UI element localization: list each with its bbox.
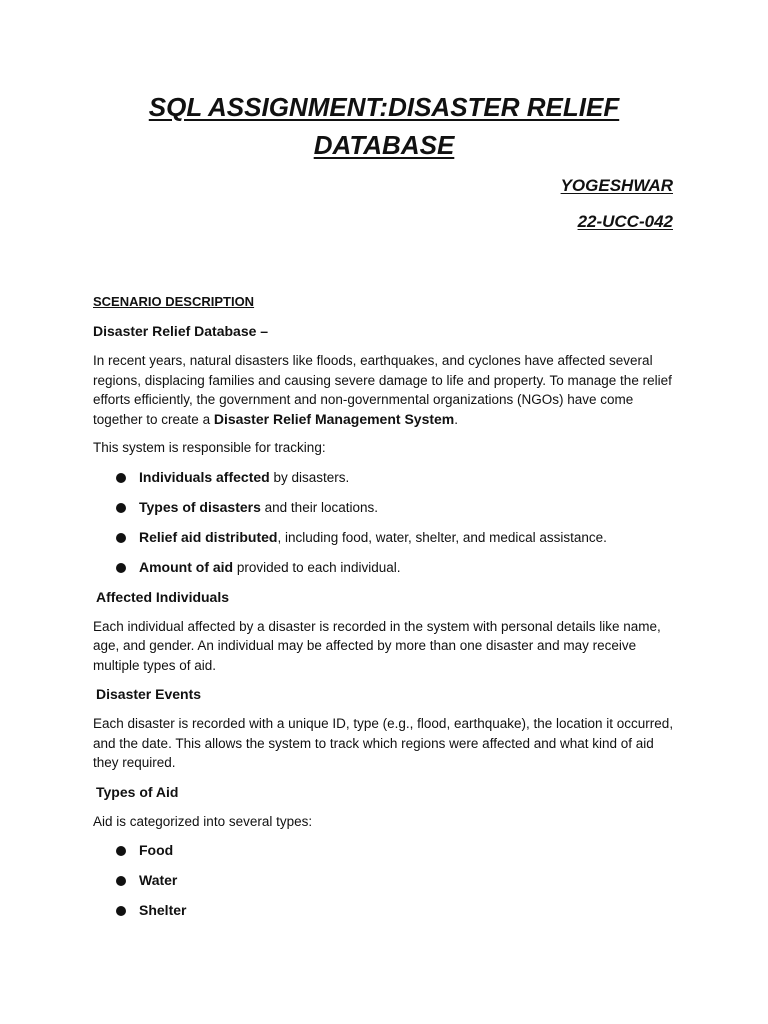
bullet-icon bbox=[116, 473, 126, 483]
list-item bbox=[93, 527, 678, 548]
list-item-text: provided to each individual. bbox=[233, 559, 401, 575]
aid-types-list bbox=[93, 840, 678, 921]
list-item bbox=[93, 557, 678, 578]
list-item-bold: Types of disasters bbox=[139, 498, 261, 515]
list-item bbox=[93, 467, 678, 488]
document-body bbox=[93, 293, 678, 930]
scenario-section-label: SCENARIO DESCRIPTION bbox=[93, 294, 255, 309]
bullet-icon bbox=[116, 906, 126, 916]
list-item bbox=[93, 900, 678, 921]
scenario-intro-paragraph bbox=[93, 351, 678, 429]
affected-individuals-heading: Affected Individuals bbox=[96, 588, 230, 605]
list-item-text: , including food, water, shelter, and medical assistance. bbox=[277, 529, 607, 545]
author-name: YOGESHWAR bbox=[560, 176, 673, 195]
aid-type-label: Shelter bbox=[139, 902, 187, 918]
list-item-text: by disasters. bbox=[269, 469, 350, 485]
types-of-aid-intro: Aid is categorized into several types: bbox=[93, 813, 313, 829]
aid-type-label: Water bbox=[139, 872, 178, 888]
list-item-bold: Amount of aid bbox=[139, 558, 234, 575]
bullet-icon bbox=[116, 876, 126, 886]
scenario-heading: Disaster Relief Database – bbox=[93, 323, 269, 339]
list-item bbox=[93, 497, 678, 518]
aid-type-label: Food bbox=[139, 842, 174, 858]
list-item-bold: Individuals affected bbox=[139, 468, 270, 485]
bullet-icon bbox=[116, 563, 126, 573]
scenario-intro-end: . bbox=[454, 411, 459, 427]
list-item bbox=[93, 840, 678, 861]
author-roll-number: 22-UCC-042 bbox=[577, 212, 673, 231]
bullet-icon bbox=[116, 533, 126, 543]
list-item bbox=[93, 870, 678, 891]
document-title: SQL ASSIGNMENT:DISASTER RELIEF DATABASE bbox=[148, 92, 620, 160]
scenario-intro-emphasis: Disaster Relief Management System bbox=[213, 410, 455, 427]
affected-individuals-text: Each individual affected by a disaster is recorded in the system with personal details like name, age, and gender. An individual may be affected by more than one disaster and may receive multiple types of aid. bbox=[93, 618, 661, 673]
scenario-intro-text: In recent years, natural disasters like floods, earthquakes, and cyclones have affected several regions, displacing families and causing severe damage to life and property. To manage the relief efforts efficiently, the government and non-governmental organizations (NGOs) have come together to create a bbox=[93, 353, 672, 427]
tracking-intro: This system is responsible for tracking: bbox=[93, 440, 326, 455]
bullet-icon bbox=[116, 846, 126, 856]
list-item-text: and their locations. bbox=[260, 499, 378, 515]
disaster-events-text: Each disaster is recorded with a unique ID, type (e.g., flood, earthquake), the location it occurred, and the date. This allows the system to track which regions were affected and what kind of aid they required. bbox=[93, 716, 674, 770]
list-item-bold: Relief aid distributed bbox=[139, 528, 278, 545]
disaster-events-heading: Disaster Events bbox=[96, 686, 202, 702]
types-of-aid-heading: Types of Aid bbox=[96, 783, 179, 800]
tracking-list bbox=[93, 467, 678, 578]
bullet-icon bbox=[116, 503, 126, 513]
